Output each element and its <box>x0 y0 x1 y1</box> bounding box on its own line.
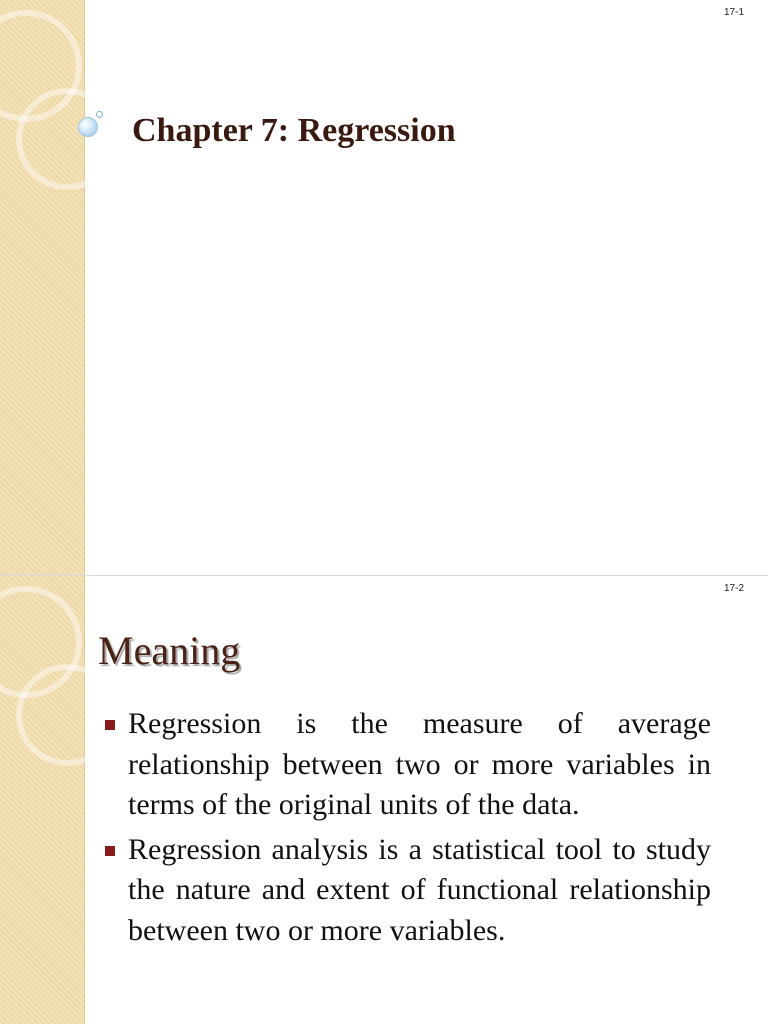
slide-sidebar <box>0 0 85 576</box>
slide-title: Chapter 7: Regression <box>132 112 456 149</box>
bullet-square-icon <box>105 846 115 856</box>
bubble-icon <box>78 117 98 137</box>
bullet-item <box>105 830 711 952</box>
bullet-list <box>105 704 711 955</box>
slide-sidebar <box>0 576 85 1024</box>
bullet-text: Regression is the measure of average relationship between two or more variables in terms of the original units of the data. <box>128 707 711 821</box>
bullet-text: Regression analysis is a statistical tool to study the nature and extent of functional relationship between two or more variables. <box>128 832 711 947</box>
slide-heading: Meaning <box>98 628 241 673</box>
decorative-ring <box>16 88 118 190</box>
bullet-square-icon <box>105 720 115 730</box>
bullet-item <box>105 704 711 826</box>
decorative-ring <box>16 664 118 766</box>
slide-number: 17-1 <box>723 7 744 18</box>
slide-number: 17-2 <box>723 583 744 594</box>
bubble-icon <box>96 111 103 118</box>
